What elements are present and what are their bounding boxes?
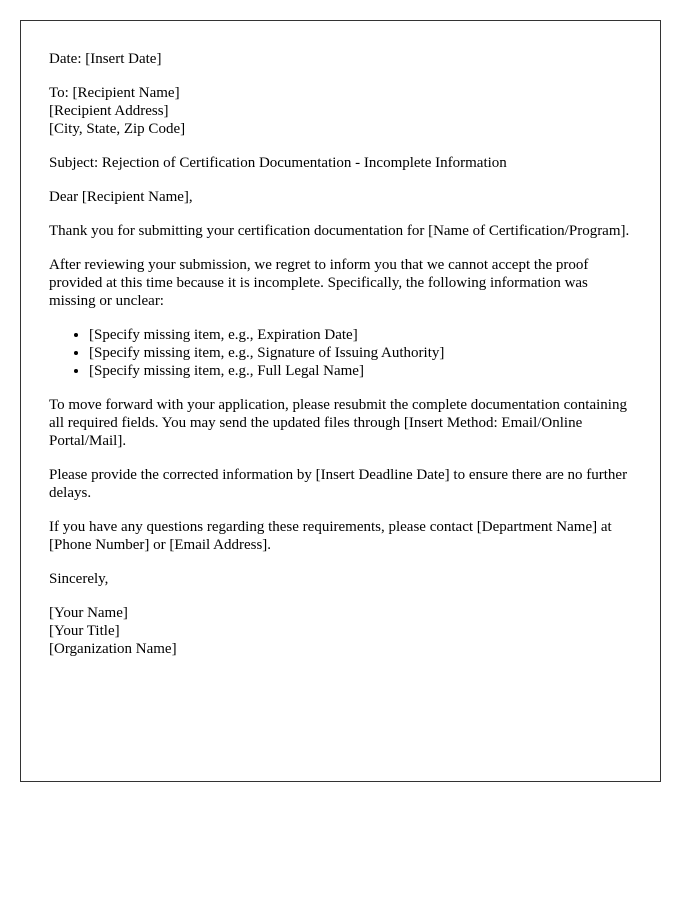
body-paragraph: To move forward with your application, please resubmit the complete documentation containing all required fields. You may send the updated files through [Insert Method: Email/Online Portal/Mail]. (49, 397, 627, 449)
signature-organization: [Organization Name] (49, 641, 177, 657)
letter (20, 20, 661, 782)
salutation: Dear [Recipient Name], (49, 189, 193, 205)
list-item: • [Specify missing item, e.g., Full Legal Name] (89, 362, 631, 380)
body-paragraph: After reviewing your submission, we regret to inform you that we cannot accept the proof provided at this time because it is incomplete. Specifically, the following information was missing or unclear: (49, 257, 589, 309)
date-line: Date: [Insert Date] (49, 51, 162, 67)
signature-title: [Your Title] (49, 623, 120, 639)
body-paragraph: Thank you for submitting your certification documentation for [Name of Certification/Program]. (49, 223, 630, 239)
signature-block (49, 604, 631, 658)
signoff: Sincerely, (49, 571, 109, 587)
body-paragraph: Please provide the corrected information by [Insert Deadline Date] to ensure there are no further delays. (49, 467, 628, 501)
missing-items-list (49, 326, 631, 380)
subject-line: Subject: Rejection of Certification Documentation - Incomplete Information (49, 155, 507, 171)
list-item: • [Specify missing item, e.g., Signature of Issuing Authority] (89, 344, 631, 362)
recipient-address: [Recipient Address] (49, 103, 169, 119)
body-paragraph: If you have any questions regarding these requirements, please contact [Department Name] at [Phone Number] or [Email Address]. (49, 519, 612, 553)
signature-name: [Your Name] (49, 605, 128, 621)
recipient-name: To: [Recipient Name] (49, 85, 180, 101)
list-item: • [Specify missing item, e.g., Expiration Date] (89, 326, 631, 344)
recipient-city: [City, State, Zip Code] (49, 121, 186, 137)
recipient-block (49, 84, 631, 138)
